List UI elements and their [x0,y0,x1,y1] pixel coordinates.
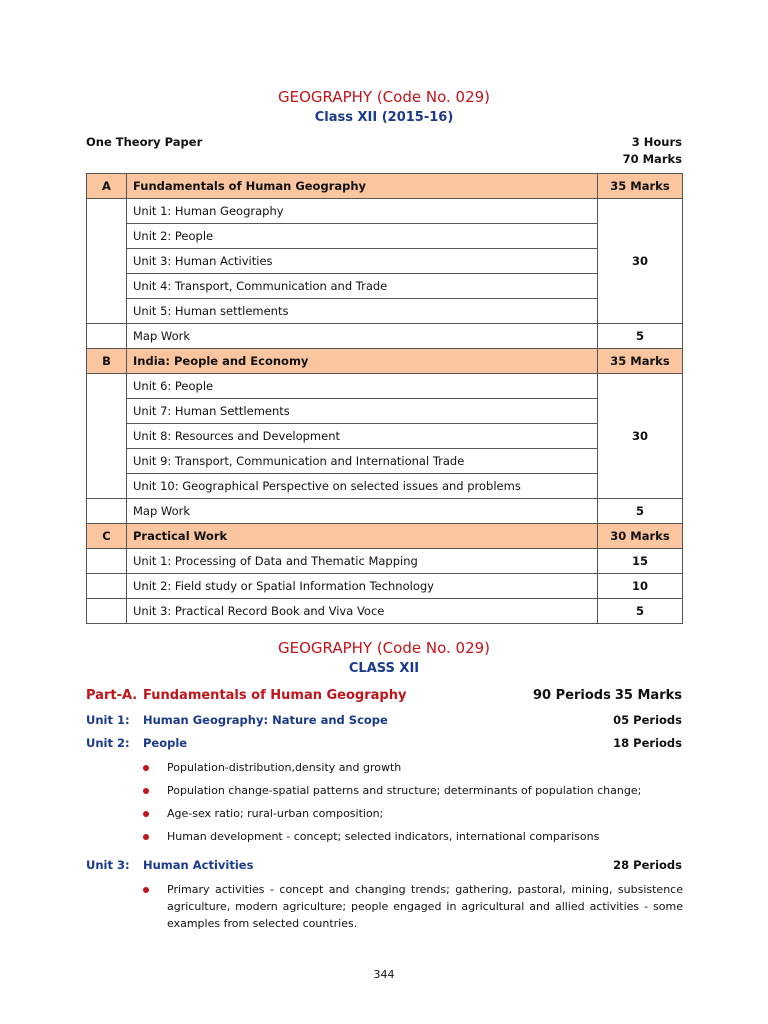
empty-cell [87,374,127,499]
section-row-c [87,524,683,549]
part-label: Part-A. [86,688,138,703]
unit3-periods: 28 Periods [613,858,682,872]
section-row-b [87,349,683,374]
empty-cell [87,324,127,349]
bullet-text: Population-distribution,density and growth [167,761,402,774]
table-row [87,574,683,599]
unit-cell: Unit 10: Geographical Perspective on selected issues and problems [127,474,598,499]
page-title: GEOGRAPHY (Code No. 029) [277,88,491,106]
table-row [87,449,683,474]
unit-cell: Unit 3: Human Activities [127,249,598,274]
units-marks-cell: 30 [598,374,683,499]
table-row [87,274,683,299]
section-title: Practical Work [127,524,598,549]
map-work-cell: Map Work [127,324,598,349]
table-row [87,374,683,399]
table-row [87,249,683,274]
unit3-bullet-list [143,881,683,938]
bullet-text: Primary activities - concept and changing trends; gathering, pastoral, mining, subsistence agriculture, modern agriculture; people engaged in agricultural and allied activities - some examples from selected countries. [167,883,683,930]
unit-cell: Unit 1: Processing of Data and Thematic Mapping [127,549,598,574]
unit-marks: 10 [598,574,683,599]
page-subtitle: Class XII (2015-16) [314,110,454,125]
unit-marks: 5 [598,599,683,624]
unit1-periods: 05 Periods [613,713,682,727]
table-row [87,299,683,324]
map-work-marks: 5 [598,324,683,349]
unit-cell: Unit 4: Transport, Communication and Trade [127,274,598,299]
table-row [87,424,683,449]
unit-cell: Unit 1: Human Geography [127,199,598,224]
units-marks-cell: 30 [598,199,683,324]
list-item [143,782,683,799]
bullet-icon [143,788,149,794]
page-number: 344 [373,968,395,981]
unit-cell: Unit 8: Resources and Development [127,424,598,449]
empty-cell [87,199,127,324]
unit3-label: Unit 3: [86,858,130,872]
section-marks: 35 Marks [598,349,683,374]
list-item [143,759,683,776]
total-marks-label: 70 Marks [622,152,682,166]
bullet-text: Population change-spatial patterns and structure; determinants of population change; [167,784,642,797]
unit1-label: Unit 1: [86,713,130,727]
map-work-marks: 5 [598,499,683,524]
hours-label: 3 Hours [631,135,682,149]
part-title: Fundamentals of Human Geography [143,688,407,703]
list-item [143,881,683,932]
section-letter: B [87,349,127,374]
section-title: India: People and Economy [127,349,598,374]
table-row [87,224,683,249]
table-row [87,399,683,424]
bullet-text: Human development - concept; selected indicators, international comparisons [167,830,600,843]
table-row [87,474,683,499]
section-letter: A [87,174,127,199]
unit-cell: Unit 2: People [127,224,598,249]
empty-cell [87,549,127,574]
section-title: Fundamentals of Human Geography [127,174,598,199]
bullet-icon [143,811,149,817]
syllabus-title: GEOGRAPHY (Code No. 029) [277,639,491,657]
section-marks: 35 Marks [598,174,683,199]
section-marks: 30 Marks [598,524,683,549]
unit2-periods: 18 Periods [613,736,682,750]
empty-cell [87,574,127,599]
table-row [87,499,683,524]
table-row [87,324,683,349]
unit-cell: Unit 5: Human settlements [127,299,598,324]
unit-marks: 15 [598,549,683,574]
map-work-cell: Map Work [127,499,598,524]
list-item [143,805,683,822]
unit-cell: Unit 2: Field study or Spatial Information Technology [127,574,598,599]
unit-cell: Unit 9: Transport, Communication and International Trade [127,449,598,474]
section-row-a [87,174,683,199]
bullet-icon [143,887,149,893]
bullet-icon [143,834,149,840]
empty-cell [87,499,127,524]
unit2-title: People [143,736,188,750]
list-item [143,828,683,845]
empty-cell [87,599,127,624]
unit1-title: Human Geography: Nature and Scope [143,713,388,727]
unit2-label: Unit 2: [86,736,130,750]
unit-cell: Unit 7: Human Settlements [127,399,598,424]
bullet-text: Age-sex ratio; rural-urban composition; [167,807,384,820]
syllabus-subtitle: CLASS XII [348,661,420,676]
unit3-title: Human Activities [143,858,254,872]
part-marks: 35 Marks [614,688,682,703]
bullet-icon [143,765,149,771]
part-periods: 90 Periods [533,688,611,703]
unit2-bullet-list [143,759,683,851]
paper-label: One Theory Paper [86,135,203,149]
marks-table [86,173,683,624]
table-row [87,599,683,624]
table-row [87,199,683,224]
section-letter: C [87,524,127,549]
unit-cell: Unit 3: Practical Record Book and Viva Voce [127,599,598,624]
unit-cell: Unit 6: People [127,374,598,399]
table-row [87,549,683,574]
